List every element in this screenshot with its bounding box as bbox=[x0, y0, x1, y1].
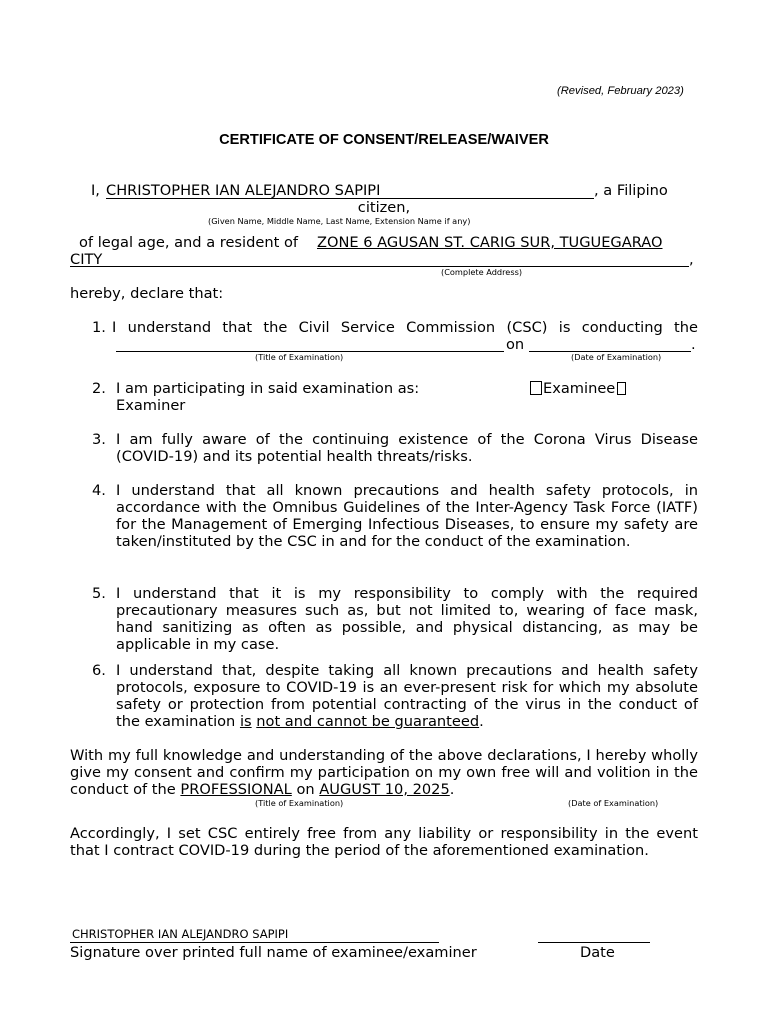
item-1-title-caption: (Title of Examination) bbox=[255, 352, 344, 362]
item-4-text: I understand that all known precautions and health safety protocols, in accordance with the Omnibus Guidelines of the Inter-Agency Task Force (IATF) for the Management of Emerging Infectious Diseases, to ensure my safety are taken/instituted by the CSC in and for the conduct of the examination. bbox=[116, 482, 698, 550]
item-1-number: 1. bbox=[92, 319, 106, 336]
item-2-text: I am participating in said examination as: bbox=[116, 380, 420, 397]
consent-date-caption: (Date of Examination) bbox=[568, 798, 659, 808]
address-caption: (Complete Address) bbox=[441, 267, 523, 277]
address-line-1[interactable]: ZONE 6 AGUSAN ST. CARIG SUR, TUGUEGARAO bbox=[317, 234, 663, 251]
item-2-number: 2. bbox=[92, 380, 106, 397]
declare-text: hereby, declare that: bbox=[70, 285, 224, 302]
consent-exam-title[interactable]: PROFESSIONAL bbox=[180, 781, 292, 798]
examinee-name: CHRISTOPHER IAN ALEJANDRO SAPIPI bbox=[106, 182, 381, 199]
signature-line bbox=[70, 942, 439, 943]
item-3-text: I am fully aware of the continuing existence of the Corona Virus Disease (COVID-19) and its potential health threats/risks. bbox=[116, 431, 698, 465]
name-caption: (Given Name, Middle Name, Last Name, Extension Name if any) bbox=[208, 216, 471, 226]
item-4-number: 4. bbox=[92, 482, 106, 499]
item-6-text: I understand that, despite taking all known precautions and health safety protocols, exposure to COVID-19 is an ever-present risk for which my absolute safety or protection from potential contracting of the virus in the conduct of the examination is not and cannot be guaranteed. bbox=[116, 662, 698, 730]
item-1-period: . bbox=[691, 336, 696, 353]
examinee-name-field[interactable] bbox=[106, 182, 594, 199]
examiner-checkbox[interactable] bbox=[617, 382, 626, 395]
resident-prefix: of legal age, and a resident of bbox=[79, 234, 299, 251]
release-paragraph: Accordingly, I set CSC entirely free from any liability or responsibility in the event that I contract COVID-19 during the period of the aforementioned examination. bbox=[70, 825, 698, 859]
address-line-2: CITY bbox=[70, 251, 103, 268]
item-1-on: on bbox=[506, 336, 525, 353]
item-3-number: 3. bbox=[92, 431, 106, 448]
consent-paragraph: With my full knowledge and understanding of the above declarations, I hereby wholly give my consent and confirm my participation on my own free will and volition in the conduct of the PROFESSIONAL on AUGUST 10, 2025. bbox=[70, 747, 698, 798]
date-label: Date bbox=[580, 944, 615, 961]
revision-note: (Revised, February 2023) bbox=[557, 85, 684, 97]
examinee-label: Examinee bbox=[543, 380, 616, 397]
printed-name[interactable]: CHRISTOPHER IAN ALEJANDRO SAPIPI bbox=[72, 927, 289, 941]
item-1-date-caption: (Date of Examination) bbox=[571, 352, 662, 362]
citizen-text: citizen, bbox=[357, 199, 411, 216]
intro-pronoun: I, bbox=[91, 182, 100, 199]
filipino-text: , a Filipino bbox=[594, 182, 668, 199]
item-6-number: 6. bbox=[92, 662, 106, 679]
examinee-checkbox[interactable] bbox=[530, 381, 542, 395]
not-guaranteed-text: not and cannot be guaranteed bbox=[256, 713, 480, 730]
consent-title-caption: (Title of Examination) bbox=[255, 798, 344, 808]
signature-label: Signature over printed full name of examinee/examiner bbox=[70, 944, 477, 961]
address-comma: , bbox=[689, 251, 694, 268]
examinee-option[interactable] bbox=[530, 380, 627, 397]
date-line[interactable] bbox=[538, 942, 650, 943]
examiner-label: Examiner bbox=[116, 397, 186, 414]
item-5-text: I understand that it is my responsibility to comply with the required precautionary measures such as, but not limited to, wearing of face mask, hand sanitizing as often as possible, and physical distancing, as may be applicable in my case. bbox=[116, 585, 698, 653]
item-5-number: 5. bbox=[92, 585, 106, 602]
page-title: CERTIFICATE OF CONSENT/RELEASE/WAIVER bbox=[219, 132, 549, 148]
address-line-2-field[interactable] bbox=[70, 251, 689, 267]
item-1-text: I understand that the Civil Service Commission (CSC) is conducting the bbox=[112, 319, 698, 336]
is-underlined: is bbox=[239, 713, 252, 730]
consent-exam-date[interactable]: AUGUST 10, 2025 bbox=[319, 781, 450, 798]
